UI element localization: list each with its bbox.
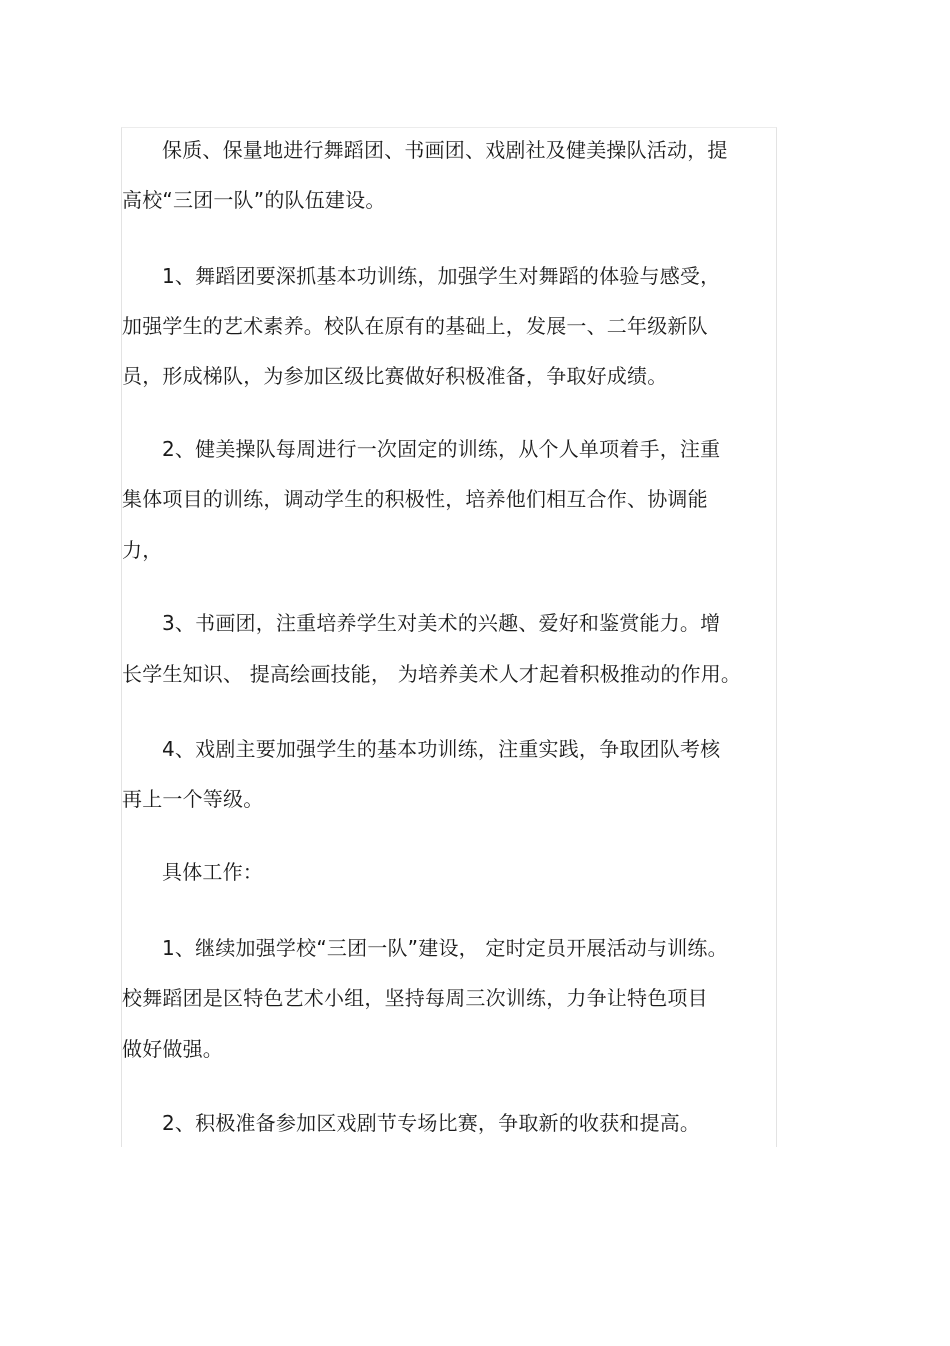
item-3-line-1: 3、书画团，注重培养学生对美术的兴趣、爱好和鉴赏能力。增 <box>162 611 721 635</box>
item-2-line-3: 力， <box>122 538 163 562</box>
item-3-line-2: 长学生知识、 提高绘画技能， 为培养美术人才起着积极推动的作用。 <box>122 662 742 686</box>
item-1-line-1: 1、舞蹈团要深抓基本功训练，加强学生对舞蹈的体验与感受， <box>162 264 721 288</box>
work-2-line-1: 2、积极准备参加区戏剧节专场比赛，争取新的收获和提高。 <box>162 1111 701 1135</box>
item-4-line-1: 4、戏剧主要加强学生的基本功训练，注重实践，争取团队考核 <box>162 737 721 761</box>
item-2-line-1: 2、健美操队每周进行一次固定的训练，从个人单项着手，注重 <box>162 437 721 461</box>
intro-line-2: 高校“三团一队”的队伍建设。 <box>122 188 386 212</box>
specific-work-heading: 具体工作： <box>162 860 263 884</box>
work-1-line-2: 校舞蹈团是区特色艺术小组，坚持每周三次训练，力争让特色项目 <box>122 986 708 1010</box>
work-1-line-1: 1、继续加强学校“三团一队”建设， 定时定员开展活动与训练。 <box>162 936 728 960</box>
item-1-line-3: 员，形成梯队，为参加区级比赛做好积极准备，争取好成绩。 <box>122 364 668 388</box>
work-1-line-3: 做好做强。 <box>122 1037 223 1061</box>
item-4-line-2: 再上一个等级。 <box>122 787 264 811</box>
intro-line-1: 保质、保量地进行舞蹈团、书画团、戏剧社及健美操队活动，提 <box>162 138 728 162</box>
item-2-line-2: 集体项目的训练，调动学生的积极性，培养他们相互合作、协调能 <box>122 487 708 511</box>
item-1-line-2: 加强学生的艺术素养。校队在原有的基础上，发展一、二年级新队 <box>122 314 708 338</box>
